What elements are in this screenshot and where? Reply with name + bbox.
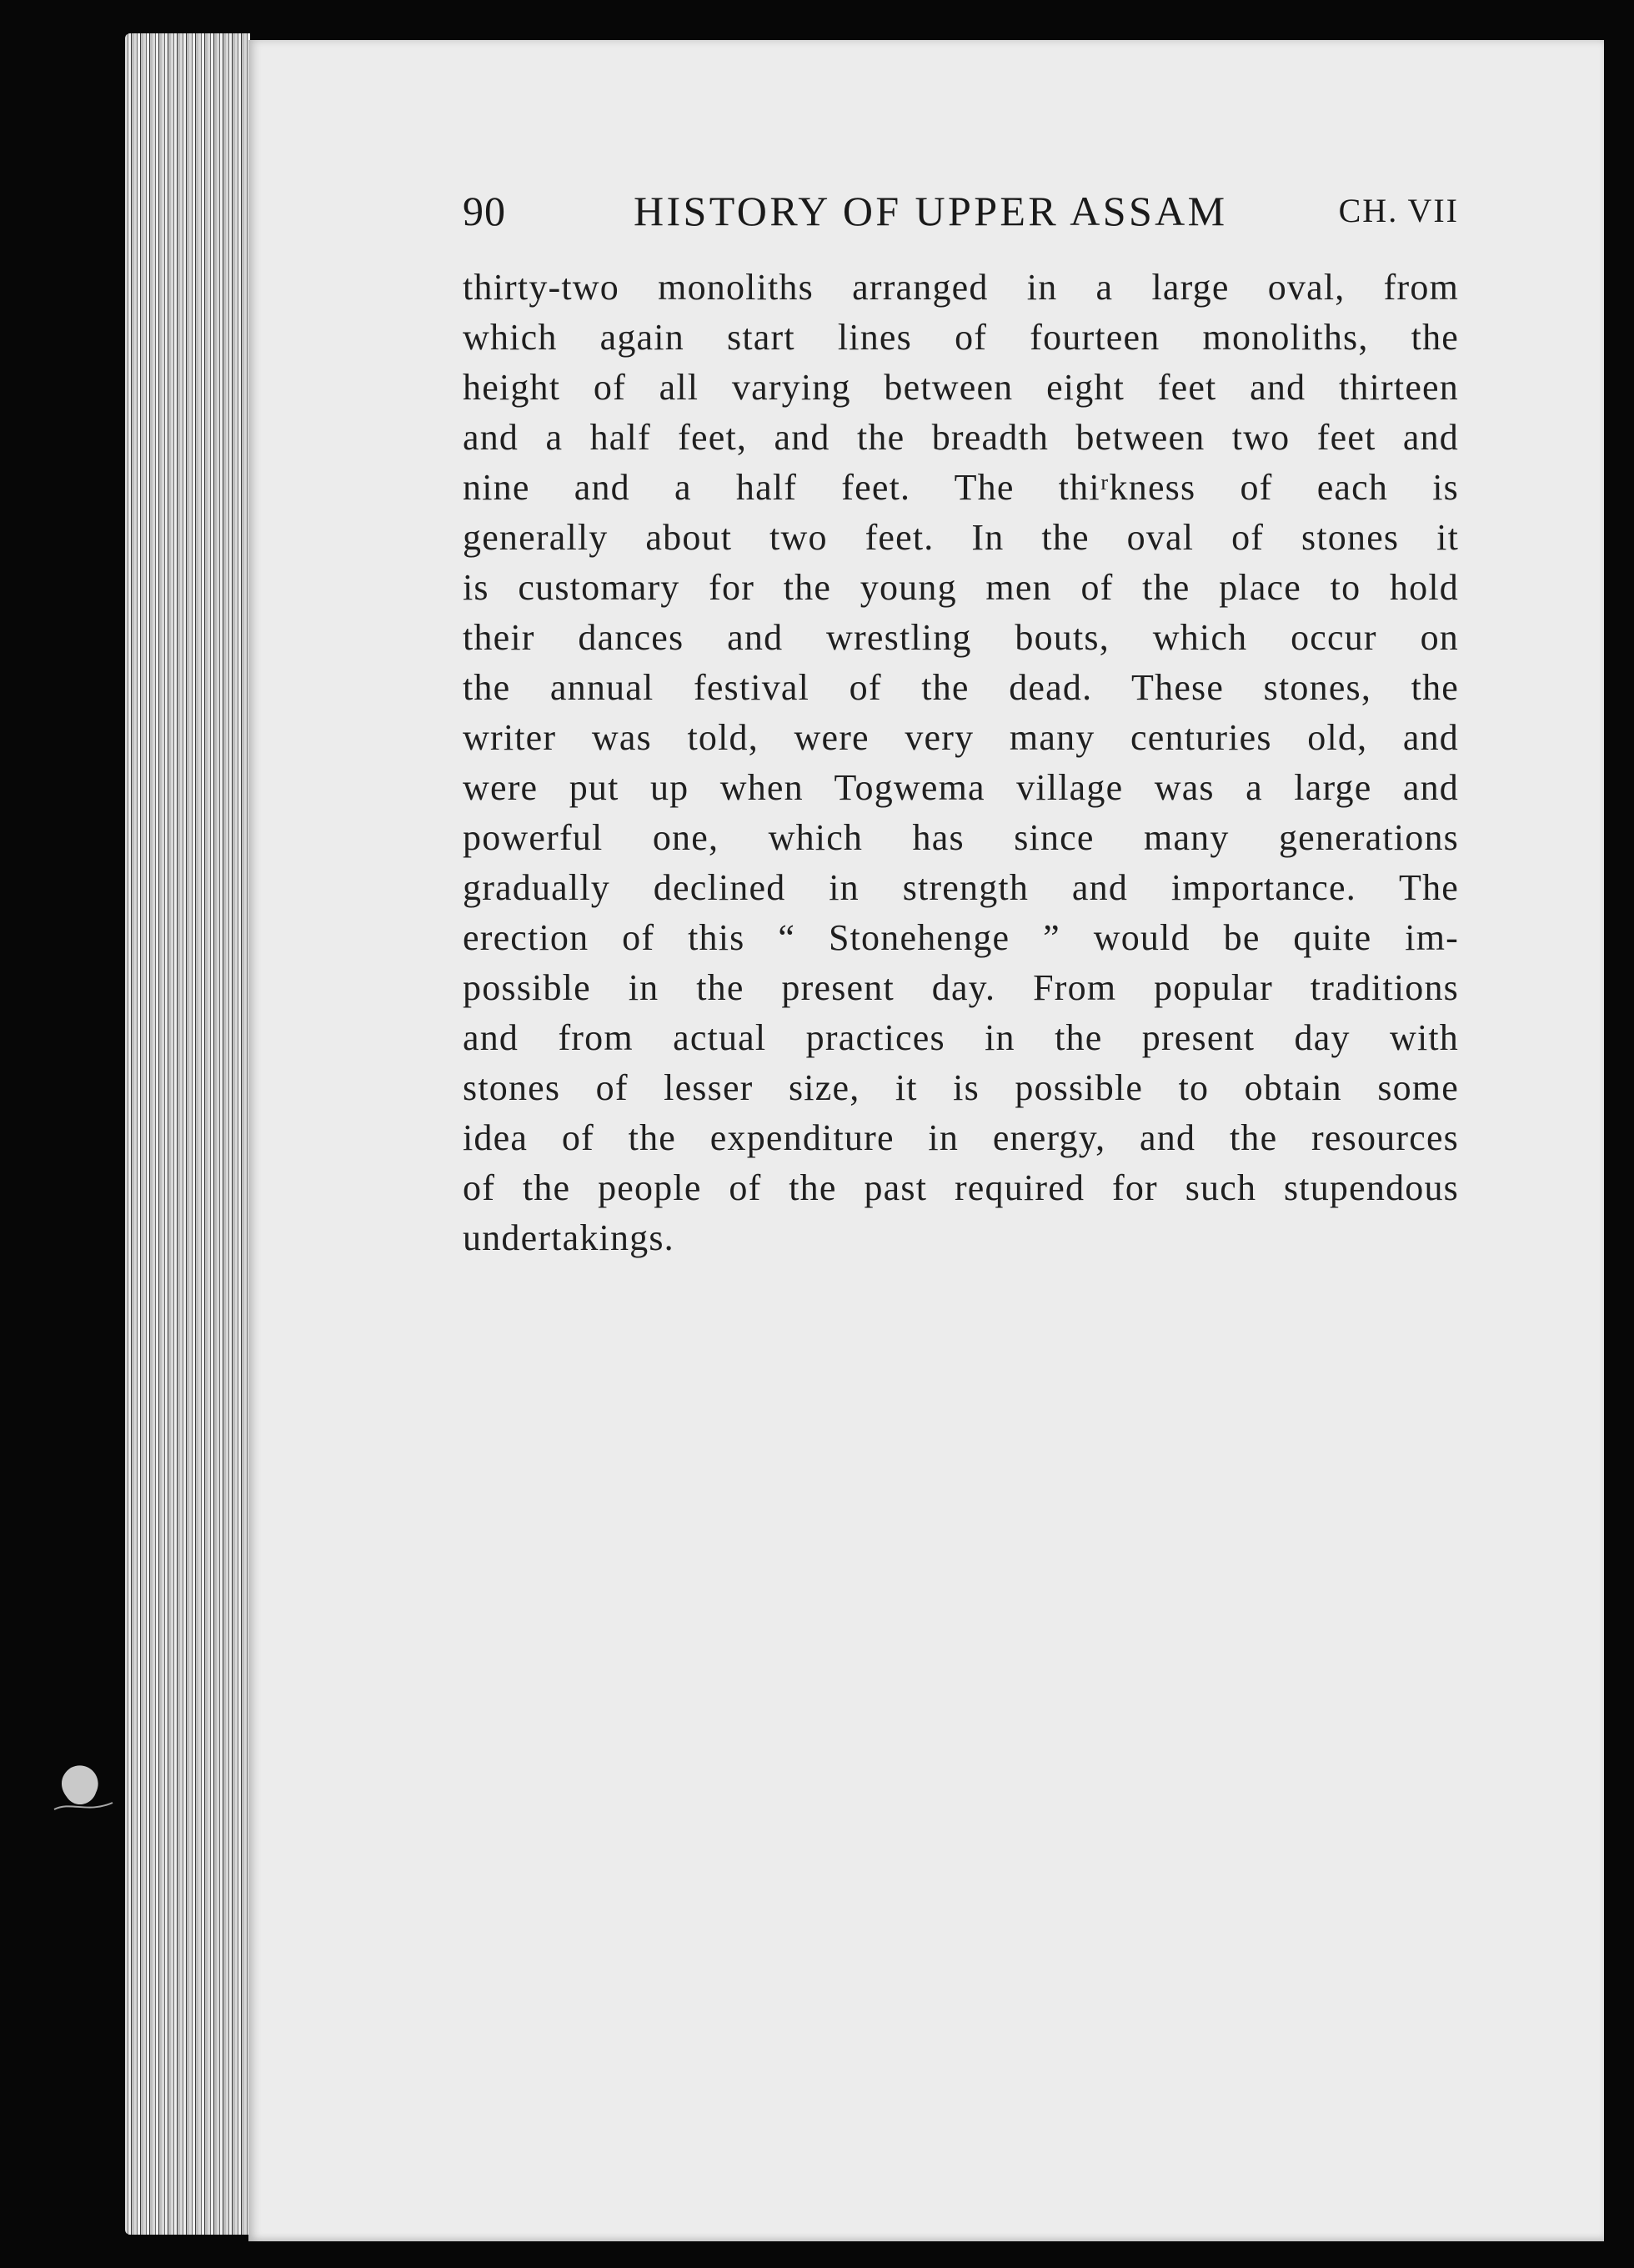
text-line: stones of lesser size, it is possible to obtain some	[463, 1067, 1459, 1108]
text-line: gradually declined in strength and importance. The	[463, 867, 1459, 908]
text-line: the annual festival of the dead. These stones, the	[463, 667, 1459, 708]
dust-speck	[46, 1751, 121, 1826]
text-line: their dances and wrestling bouts, which occur on	[463, 617, 1459, 658]
text-line: writer was told, were very many centuries old, and	[463, 717, 1459, 758]
text-line: generally about two feet. In the oval of stones it	[463, 517, 1459, 558]
text-line: and from actual practices in the present day with	[463, 1017, 1459, 1058]
body-paragraph	[463, 263, 1459, 1263]
text-line: possible in the present day. From popular traditions	[463, 967, 1459, 1008]
text-line: of the people of the past required for such stupendous	[463, 1167, 1459, 1208]
page-edges	[125, 33, 250, 2235]
text-line: and a half feet, and the breadth between two feet and	[463, 417, 1459, 458]
chapter-reference: CH. VII	[1338, 192, 1459, 229]
text-line-last: undertakings.	[463, 1217, 674, 1258]
running-head	[463, 182, 1459, 240]
text-line: which again start lines of fourteen monoliths, the	[463, 317, 1459, 358]
text-line: height of all varying between eight feet and thirteen	[463, 367, 1459, 408]
text-line: is customary for the young men of the place to hold	[463, 567, 1459, 608]
running-title: HISTORY OF UPPER ASSAM	[634, 188, 1228, 234]
text-line: nine and a half feet. The thiʳkness of each is	[463, 467, 1459, 508]
text-line: idea of the expenditure in energy, and the resources	[463, 1117, 1459, 1158]
text-line: powerful one, which has since many generations	[463, 817, 1459, 858]
text-line: thirty-two monoliths arranged in a large oval, from	[463, 267, 1459, 308]
page-number: 90	[463, 188, 506, 234]
text-line: erection of this “ Stonehenge ” would be quite im-	[463, 917, 1459, 958]
text-line: were put up when Togwema village was a large and	[463, 767, 1459, 808]
